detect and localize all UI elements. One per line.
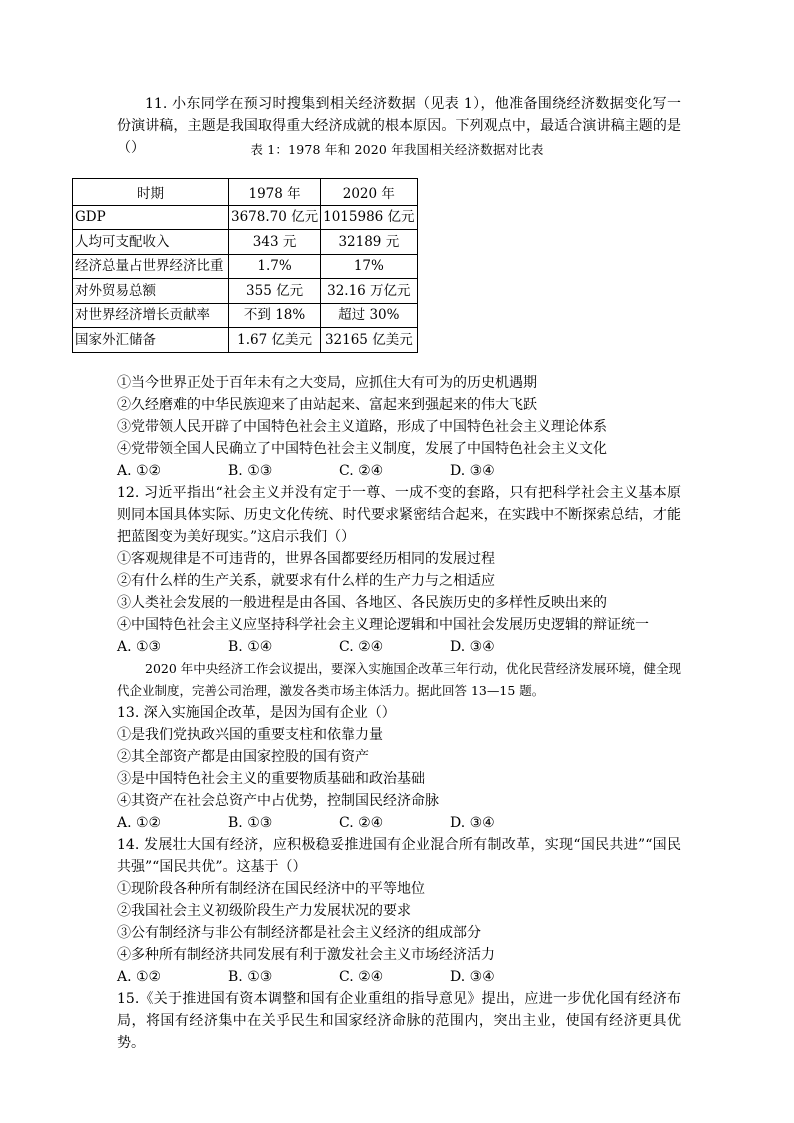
question-12-stem: 12. 习近平指出“社会主义并没有定于一尊、一成不变的套路，只有把科学社会主义基本原则同本国具体实际、历史文化传统、时代要求紧密结合起来，在实践中不断探索总结，才能把蓝图变为美好现实。”这启示我们（） [117, 485, 681, 545]
option-a[interactable]: A. ①③ [117, 639, 162, 655]
question-11-stem: 11. 小东同学在预习时搜集到相关经济数据（见表 1），他准备围绕经济数据变化写一份演讲稿，主题是我国取得重大经济成就的根本原因。下列观点中，最适合演讲稿主题的是（） [117, 96, 681, 156]
table-header-cell: 2020 年 [321, 179, 417, 206]
question-13-options [117, 812, 677, 834]
question-12-item: ①客观规律是不可违背的，世界各国都要经历相同的发展过程 [117, 551, 495, 567]
table-cell: 1015986 亿元 [321, 205, 417, 230]
table-row [73, 328, 418, 353]
material-paragraph: 2020 年中央经济工作会议提出，要深入实施国企改革三年行动，优化民营经济发展环境，健全现代企业制度，完善公司治理，激发各类市场主体活力。据此回答 13—15 题。 [117, 661, 681, 698]
question-13-item: ④其资产在社会总资产中占优势，控制国民经济命脉 [117, 793, 439, 809]
table-cell: 人均可支配收入 [73, 230, 229, 255]
table-cell: 32.16 万亿元 [321, 279, 417, 304]
question-12-item: ④中国特色社会主义应坚持科学社会主义理论逻辑和中国社会发展历史逻辑的辩证统一 [117, 617, 649, 633]
question-14-options [117, 966, 677, 988]
table-header-row [73, 179, 418, 206]
table-cell: GDP [73, 205, 229, 230]
question-11-options [117, 460, 677, 482]
option-b[interactable]: B. ①④ [228, 639, 273, 655]
option-d[interactable]: D. ③④ [450, 639, 495, 655]
table-row [73, 279, 418, 304]
option-b[interactable]: B. ①③ [228, 815, 273, 831]
table-cell: 32189 元 [321, 230, 417, 255]
question-13-item: ②其全部资产都是由国家控股的国有资产 [117, 749, 369, 765]
table-caption: 表 1：1978 年和 2020 年我国相关经济数据对比表 [250, 142, 544, 157]
question-14-item: ②我国社会主义初级阶段生产力发展状况的要求 [117, 903, 411, 919]
option-d[interactable]: D. ③④ [450, 969, 495, 985]
table-cell: 不到 18% [229, 303, 321, 328]
table-cell: 17% [321, 254, 417, 279]
table-row [73, 205, 418, 230]
table-cell: 32165 亿美元 [321, 328, 417, 353]
table-cell: 国家外汇储备 [73, 328, 229, 353]
option-b[interactable]: B. ①③ [228, 969, 273, 985]
option-a[interactable]: A. ①② [117, 815, 162, 831]
option-d[interactable]: D. ③④ [450, 815, 495, 831]
question-14-item: ①现阶段各种所有制经济在国民经济中的平等地位 [117, 881, 425, 897]
table-cell: 343 元 [229, 230, 321, 255]
table-header-cell: 时期 [73, 179, 229, 206]
question-15-stem: 15.《关于推进国有资本调整和国有企业重组的指导意见》提出，应进一步优化国有经济布局，将国有经济集中在关乎民生和国家经济命脉的范围内，突出主业，使国有经济更具优势。 [117, 991, 681, 1051]
question-13-item: ①是我们党执政兴国的重要支柱和依靠力量 [117, 727, 383, 743]
option-d[interactable]: D. ③④ [450, 463, 495, 479]
question-13-stem: 13. 深入实施国企改革，是因为国有企业（） [117, 705, 396, 721]
question-11-item: ③党带领人民开辟了中国特色社会主义道路，形成了中国特色社会主义理论体系 [117, 419, 607, 435]
table-cell: 1.67 亿美元 [229, 328, 321, 353]
table-row [73, 254, 418, 279]
question-14-item: ③公有制经济与非公有制经济都是社会主义经济的组成部分 [117, 925, 481, 941]
table-cell: 经济总量占世界经济比重 [73, 254, 229, 279]
question-14-stem: 14. 发展壮大国有经济，应积极稳妥推进国有企业混合所有制改革，实现“国民共进”“国民共强”“国民共优”。这基于（） [117, 837, 681, 875]
table-cell: 355 亿元 [229, 279, 321, 304]
option-b[interactable]: B. ①③ [228, 463, 273, 479]
option-c[interactable]: C. ②④ [339, 639, 384, 655]
option-a[interactable]: A. ①② [117, 463, 162, 479]
table-cell: 超过 30% [321, 303, 417, 328]
table-cell: 对世界经济增长贡献率 [73, 303, 229, 328]
table-row [73, 230, 418, 255]
table-header-cell: 1978 年 [229, 179, 321, 206]
question-11-item: ②久经磨难的中华民族迎来了由站起来、富起来到强起来的伟大飞跃 [117, 397, 537, 413]
question-12-item: ②有什么样的生产关系，就要求有什么样的生产力与之相适应 [117, 573, 495, 589]
question-12-item: ③人类社会发展的一般进程是由各国、各地区、各民族历史的多样性反映出来的 [117, 595, 607, 611]
table-cell: 3678.70 亿元 [229, 205, 321, 230]
table-cell: 对外贸易总额 [73, 279, 229, 304]
option-a[interactable]: A. ①② [117, 969, 162, 985]
question-12-options [117, 636, 677, 658]
question-11-item: ④党带领全国人民确立了中国特色社会主义制度，发展了中国特色社会主义文化 [117, 441, 607, 457]
question-11-item: ①当今世界正处于百年未有之大变局，应抓住大有可为的历史机遇期 [117, 375, 537, 391]
economic-data-table [72, 178, 418, 353]
table-row [73, 303, 418, 328]
table-cell: 1.7% [229, 254, 321, 279]
option-c[interactable]: C. ②④ [339, 815, 384, 831]
option-c[interactable]: C. ②④ [339, 969, 384, 985]
option-c[interactable]: C. ②④ [339, 463, 384, 479]
question-13-item: ③是中国特色社会主义的重要物质基础和政治基础 [117, 771, 425, 787]
question-14-item: ④多种所有制经济共同发展有利于激发社会主义市场经济活力 [117, 947, 495, 963]
